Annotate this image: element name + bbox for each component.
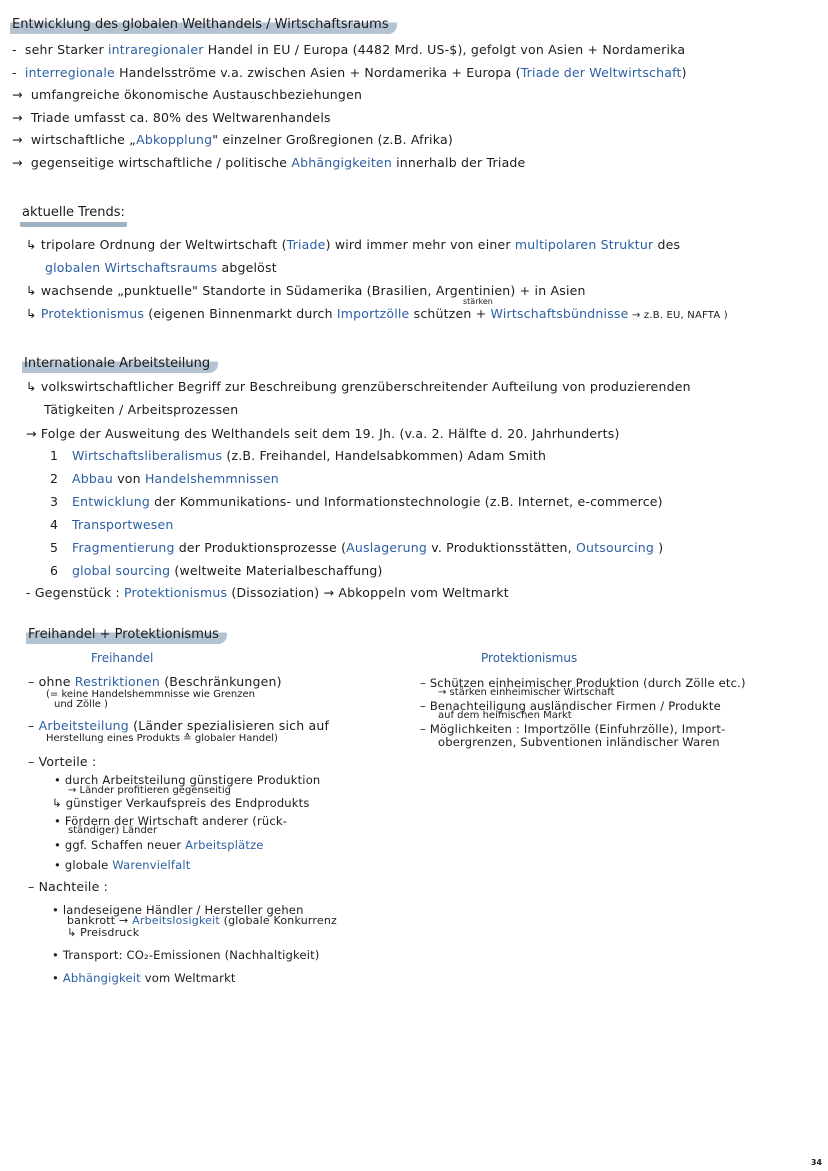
protektionismus-item-2-note: auf dem heimischen Markt: [438, 710, 572, 721]
cause-list-item: 1 Wirtschaftsliberalismus (z.B. Freihandel, Handelsabkommen) Adam Smith: [50, 448, 547, 463]
vorteil-5: • globale Warenvielfalt: [54, 858, 191, 872]
freihandel-item-2-cont: Herstellung eines Produkts ≙ globaler Handel): [46, 733, 278, 744]
welthandel-line: → wirtschaftliche „Abkopplung" einzelner Großregionen (z.B. Afrika): [12, 132, 453, 148]
trend-line-2: ↳ wachsende „punktuelle" Standorte in Südamerika (Brasilien, Argentinien) + in Asien: [26, 283, 586, 298]
nachteil-1-preisdruck: ↳ Preisdruck: [67, 926, 140, 939]
bullet-dash: -: [12, 64, 21, 80]
arrow-right-icon: →: [12, 155, 27, 170]
section-title-arbeitsteilung: Internationale Arbeitsteilung: [22, 355, 218, 373]
vorteil-1: • durch Arbeitsteilung günstigere Produktion: [54, 773, 321, 787]
cause-list-item: 6 global sourcing (weltweite Materialbeschaffung): [50, 563, 383, 578]
definition-line-1: ↳ volkswirtschaftlicher Begriff zur Beschreibung grenzüberschreitender Aufteilung von produzierenden: [26, 379, 691, 394]
cause-list-item: 3 Entwicklung der Kommunikations- und Informationstechnologie (z.B. Internet, e-commerce): [50, 494, 663, 509]
trend-line-3: ↳ Protektionismus (eigenen Binnenmarkt durch Importzölle schützen + Wirtschaftsbündnisse → z.B. EU, NAFTA ): [26, 306, 728, 321]
welthandel-line: - sehr Starker intraregionaler Handel in EU / Europa (4482 Mrd. US-$), gefolgt von Asien + Nordamerika: [12, 42, 686, 57]
arrow-right-icon: →: [12, 109, 27, 125]
nachteile-heading: – Nachteile :: [28, 879, 109, 894]
freihandel-item-1: – ohne Restriktionen (Beschränkungen): [28, 674, 282, 689]
column-head-freihandel: Freihandel: [91, 651, 154, 665]
arrow-right-icon: →: [26, 426, 41, 441]
vorteil-4: • ggf. Schaffen neuer Arbeitsplätze: [54, 838, 264, 852]
section-title-trends: aktuelle Trends:: [20, 204, 127, 227]
section-title-welthandel: Entwicklung des globalen Welthandels / Wirtschaftsraums: [10, 16, 397, 34]
arrow-return-icon: ↳: [26, 237, 41, 252]
cause-line: → Folge der Ausweitung des Welthandels seit dem 19. Jh. (v.a. 2. Hälfte d. 20. Jahrhunderts): [26, 426, 620, 441]
vorteile-heading: – Vorteile :: [28, 754, 97, 769]
trend-line-1: ↳ tripolare Ordnung der Weltwirtschaft (Triade) wird immer mehr von einer multipolaren Struktur des: [26, 237, 681, 252]
cause-list-item: 2 Abbau von Handelshemmnissen: [50, 471, 279, 486]
definition-line-2: Tätigkeiten / Arbeitsprozessen: [44, 402, 239, 417]
trend-line-1-cont: globalen Wirtschaftsraums abgelöst: [45, 260, 277, 275]
nachteil-1-cont: bankrott → Arbeitslosigkeit (globale Konkurrenz: [67, 914, 337, 927]
protektionismus-item-1: – Schützen einheimischer Produktion (durch Zölle etc.): [420, 676, 746, 690]
page-number: 34: [810, 1158, 822, 1167]
bullet-dash: -: [12, 42, 21, 57]
cause-list-item: 4 Transportwesen: [50, 517, 174, 532]
vorteil-3-cont: ständiger) Länder: [68, 825, 158, 836]
vorteil-1-note: → Länder profitieren gegenseitig: [68, 785, 231, 796]
section-title-freihandel-protektionismus: Freihandel + Protektionismus: [26, 626, 227, 644]
protektionismus-item-2: – Benachteiligung ausländischer Firmen / Produkte: [420, 699, 721, 713]
welthandel-line: → umfangreiche ökonomische Austauschbeziehungen: [12, 87, 363, 103]
cause-list-item: 5 Fragmentierung der Produktionsprozesse (Auslagerung v. Produktionsstätten, Outsourcing ): [50, 540, 664, 555]
freihandel-item-1-note: (= keine Handelshemmnisse wie Grenzen: [46, 689, 255, 700]
vorteil-3: • Fördern der Wirtschaft anderer (rück-: [54, 814, 288, 828]
column-head-protektionismus: Protektionismus: [481, 651, 578, 665]
annotation-staerken: stärken: [463, 297, 493, 306]
arrow-return-icon: ↳: [26, 306, 41, 321]
protektionismus-item-1-note: → stärken einheimischer Wirtschaft: [438, 687, 615, 698]
welthandel-line: → gegenseitige wirtschaftliche / politische Abhängigkeiten innerhalb der Triade: [12, 155, 526, 170]
arrow-right-icon: →: [12, 87, 27, 103]
vorteil-2: ↳ günstiger Verkaufspreis des Endprodukts: [52, 796, 310, 810]
protektionismus-item-3: – Möglichkeiten : Importzölle (Einfuhrzölle), Import-: [420, 722, 726, 736]
nachteil-3: • Abhängigkeit vom Weltmarkt: [52, 971, 236, 985]
welthandel-line: → Triade umfasst ca. 80% des Weltwarenhandels: [12, 109, 331, 125]
welthandel-line: - interregionale Handelsströme v.a. zwischen Asien + Nordamerika + Europa (Triade der Weltwirtschaft): [12, 64, 687, 80]
protektionismus-item-3-cont: obergrenzen, Subventionen inländischer Waren: [438, 735, 720, 749]
arrow-right-icon: →: [12, 132, 27, 148]
nachteil-1: • landeseigene Händler / Hersteller gehen: [52, 903, 304, 917]
nachteil-2: • Transport: CO₂-Emissionen (Nachhaltigkeit): [52, 948, 320, 962]
freihandel-item-2: – Arbeitsteilung (Länder spezialisieren sich auf: [28, 718, 330, 733]
arrow-return-icon: ↳: [26, 379, 41, 394]
freihandel-item-1-note-cont: und Zölle ): [54, 699, 108, 710]
arrow-return-icon: ↳: [26, 283, 41, 298]
counterpart-line: - Gegenstück : Protektionismus (Dissoziation) → Abkoppeln vom Weltmarkt: [26, 585, 509, 600]
